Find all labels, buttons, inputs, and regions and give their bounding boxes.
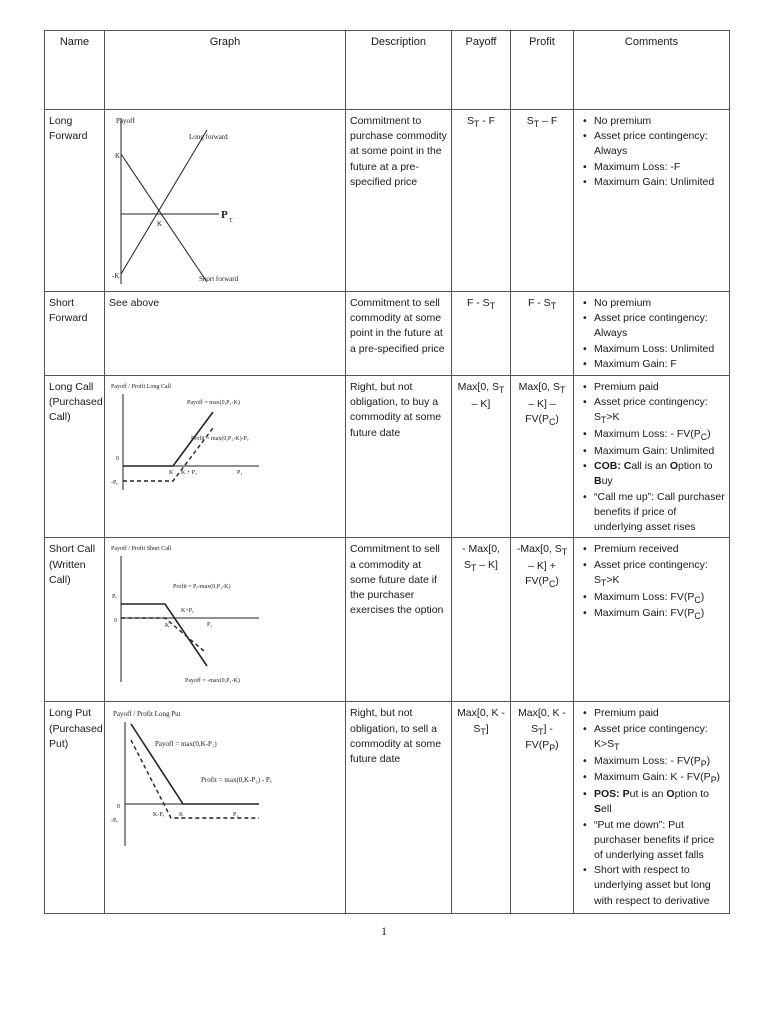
- pt-label: P₁: [237, 470, 243, 476]
- table-row: [45, 702, 730, 914]
- list-item: • No premium: [594, 296, 725, 311]
- list-item: • POS: Put is an Option to Sell: [594, 787, 725, 817]
- k-label: K: [165, 623, 170, 630]
- row-profit: F - $S_T$: [511, 292, 574, 376]
- list-item: • COB: Call is an Option to Buy: [594, 459, 725, 489]
- graph-cell: [105, 110, 346, 292]
- row-description: Commitment to sell a commodity at some future date if the purchaser exercises the option: [346, 538, 452, 702]
- list-item: • Asset price contingency: $S_T>K$: [594, 558, 725, 590]
- row-payoff: - Max[0, $S_T - K$]: [452, 538, 511, 702]
- list-item: • Maximum Gain: $FV(P_C)$: [594, 606, 725, 623]
- profit-formula: Profit = max(0,P₁-K)-Pₑ: [191, 436, 249, 442]
- row-comments: [574, 702, 730, 914]
- list-item: • Asset price contingency: $K>S_T$: [594, 722, 725, 754]
- long-call-graph: [109, 380, 299, 498]
- pt-label: P: [221, 209, 228, 221]
- row-profit: Max[0, $S_T - K] - FV(P_C)$: [511, 376, 574, 538]
- k-mid-label: K: [157, 220, 163, 228]
- payoff-formula: Payoff = max(0,P₁-K): [187, 400, 240, 406]
- row-name: Long Forward: [45, 110, 105, 292]
- derivatives-table: [44, 30, 730, 914]
- list-item: • Maximum Loss: -F: [594, 160, 725, 175]
- list-item: • Maximum Gain: Unlimited: [594, 444, 725, 459]
- premium-label: Pₑ: [112, 594, 117, 601]
- k-label: K: [179, 812, 184, 819]
- row-comments: [574, 538, 730, 702]
- list-item: • Maximum Loss: - $FV(P_P)$: [594, 754, 725, 771]
- row-graph-text: See above: [105, 292, 346, 376]
- kp-label: K-Pₑ: [153, 812, 165, 819]
- header-description: Description: [346, 31, 452, 110]
- list-item: • Asset price contingency: $S_T>K$: [594, 395, 725, 427]
- row-description: Commitment to sell commodity at some point in the future at a pre-specified price: [346, 292, 452, 376]
- options-table-document: [44, 30, 730, 914]
- k-label: K: [169, 470, 174, 476]
- list-item: • “Call me up”: Call purchaser benefits if price of underlying asset rises: [594, 490, 725, 536]
- list-item: • Maximum Gain: K - $FV(P_P)$: [594, 770, 725, 787]
- list-item: • Asset price contingency: Always: [594, 311, 725, 341]
- short-forward-label: Short forward: [199, 275, 239, 283]
- row-name: Short Forward: [45, 292, 105, 376]
- graph-title: Payoff / Profit Short Call: [111, 546, 172, 553]
- long-put-graph: [109, 706, 299, 856]
- row-profit: Max[0, K - $S_T] - FV(P_P)$: [511, 702, 574, 914]
- row-payoff: Max[0, K - $S_T$]: [452, 702, 511, 914]
- list-item: • Short with respect to underlying asset but long with respect to derivative: [594, 863, 725, 909]
- graph-cell: [105, 702, 346, 914]
- zero-label: 0: [117, 804, 120, 811]
- zero-label: 0: [116, 456, 119, 462]
- profit-formula: Profit = max(0,K-P₁) - Pₑ: [201, 776, 272, 785]
- payoff-label: Payoff: [116, 117, 135, 125]
- header-name: Name: [45, 31, 105, 110]
- row-payoff: Max[0, $S_T - K$]: [452, 376, 511, 538]
- list-item: • Maximum Loss: - $FV(P_C)$: [594, 427, 725, 444]
- kp-label: K + Pₑ: [181, 470, 197, 476]
- list-item: • Asset price contingency: Always: [594, 129, 725, 159]
- neg-premium-label: -Pₑ: [111, 480, 118, 486]
- row-name: Short Call (Written Call): [45, 538, 105, 702]
- row-comments: [574, 110, 730, 292]
- payoff-formula: Payoff = -max(0,P₁-K): [185, 678, 240, 685]
- row-description: Right, but not obligation, to buy a commodity at some future date: [346, 376, 452, 538]
- list-item: • Maximum Gain: F: [594, 357, 725, 372]
- row-profit: -Max[0, $S_T - K] + FV(P_C)$: [511, 538, 574, 702]
- page-number: 1: [381, 924, 387, 938]
- list-item: • Maximum Loss: Unlimited: [594, 342, 725, 357]
- list-item: • Premium paid: [594, 706, 725, 721]
- row-comments: [574, 292, 730, 376]
- list-item: • “Put me down”: Put purchaser benefits if price of underlying asset falls: [594, 818, 725, 864]
- pt-label: P₁: [233, 812, 239, 819]
- row-profit: $S_T$ – F: [511, 110, 574, 292]
- header-row: [45, 31, 730, 110]
- pt-sub-label: T: [229, 218, 233, 224]
- short-call-graph: [109, 542, 299, 692]
- list-item: • Premium received: [594, 542, 725, 557]
- row-description: Commitment to purchase commodity at some point in the future at a pre-specified price: [346, 110, 452, 292]
- neg-premium-label: -Pₑ: [111, 818, 118, 825]
- graph-title: Payoff / Profit Long Put: [113, 710, 181, 719]
- header-graph: Graph: [105, 31, 346, 110]
- graph-cell: [105, 376, 346, 538]
- header-comments: Comments: [574, 31, 730, 110]
- list-item: • Maximum Loss: $FV(P_C)$: [594, 590, 725, 607]
- row-name: Long Call (Purchased Call): [45, 376, 105, 538]
- row-name: Long Put (Purchased Put): [45, 702, 105, 914]
- long-forward-graph: [109, 114, 269, 286]
- table-row: [45, 110, 730, 292]
- graph-title: Payoff / Profit Long Call: [111, 384, 171, 390]
- zero-label: 0: [114, 618, 117, 625]
- k-top-label: K: [115, 152, 121, 160]
- profit-formula: Profit = Pₑ-max(0,P₁-K): [173, 584, 231, 591]
- long-forward-label: Long forward: [189, 133, 228, 141]
- row-payoff: $S_T$ - F: [452, 110, 511, 292]
- row-payoff: F - $S_T$: [452, 292, 511, 376]
- list-item: • Maximum Gain: Unlimited: [594, 175, 725, 190]
- row-comments: [574, 376, 730, 538]
- header-profit: Profit: [511, 31, 574, 110]
- row-description: Right, but not obligation, to sell a commodity at some future date: [346, 702, 452, 914]
- table-row: [45, 538, 730, 702]
- header-payoff: Payoff: [452, 31, 511, 110]
- table-row: [45, 376, 730, 538]
- payoff-formula: Payoff = max(0,K-P₁): [155, 740, 217, 749]
- list-item: • Premium paid: [594, 380, 725, 395]
- kp-label: K+Pₑ: [181, 608, 194, 615]
- pt-label: P₁: [207, 622, 213, 629]
- list-item: • No premium: [594, 114, 725, 129]
- k-bottom-label: -K: [112, 272, 120, 280]
- table-row: [45, 292, 730, 376]
- graph-cell: [105, 538, 346, 702]
